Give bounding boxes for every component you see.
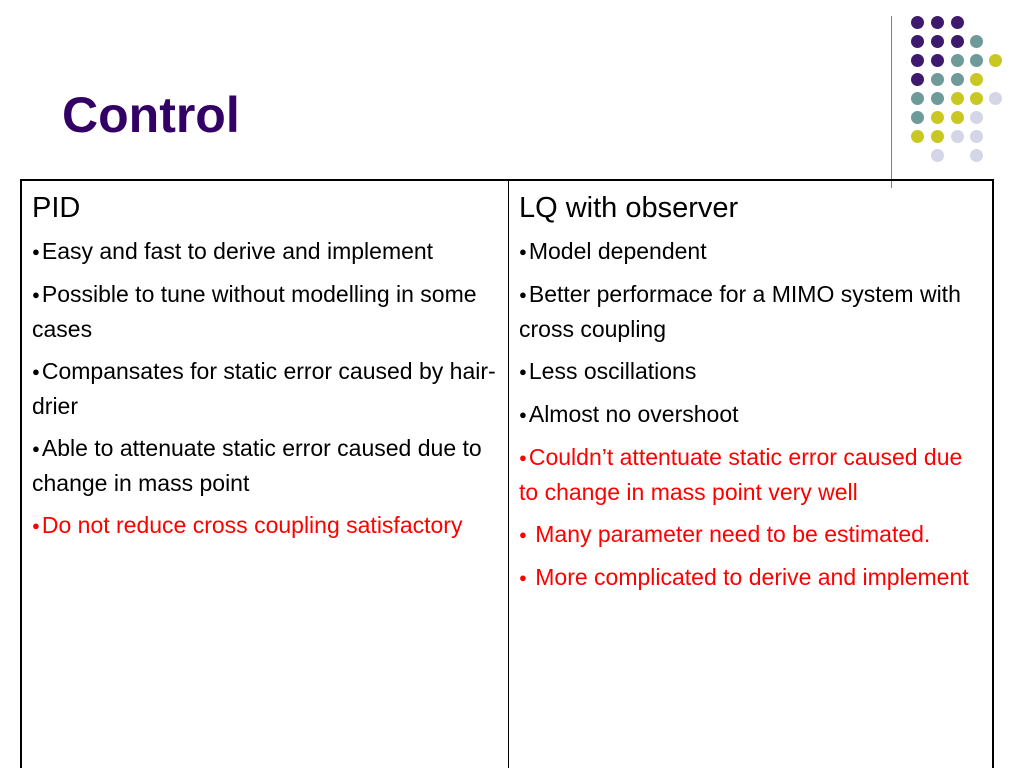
decorative-dot (911, 73, 924, 86)
decorative-dot (911, 54, 924, 67)
list-item (519, 234, 982, 269)
bullet-icon: ● (32, 363, 40, 379)
decorative-vertical-rule (891, 16, 892, 188)
list-item-text: Model dependent (528, 237, 707, 264)
bullet-icon: ● (519, 243, 527, 259)
decorative-dot (951, 54, 964, 67)
bullet-icon: ● (32, 243, 40, 259)
list-item-text: Able to attenuate static error caused due to change in mass point (32, 434, 482, 496)
decorative-dot (989, 54, 1002, 67)
decorative-dot (989, 92, 1002, 105)
decorative-dot (970, 73, 983, 86)
list-item-text: Easy and fast to derive and implement (41, 237, 434, 264)
bullet-icon: ● (519, 569, 527, 585)
decorative-dot (970, 130, 983, 143)
decorative-dot (951, 16, 964, 29)
table-column-lq-observer (509, 181, 992, 768)
list-item (519, 440, 982, 509)
bullet-icon: ● (519, 363, 527, 379)
slide-title: Control (62, 87, 240, 143)
list-item-text: Couldn’t attentuate static error caused due to change in mass point very well (519, 443, 963, 505)
decorative-dot (931, 149, 944, 162)
list-item-text: More complicated to derive and implement (528, 563, 969, 590)
decorative-dot (931, 130, 944, 143)
bullet-icon: ● (519, 286, 527, 302)
list-item (32, 508, 498, 543)
bullet-icon: ● (519, 526, 527, 542)
list-item-text: Possible to tune without modelling in some cases (32, 280, 477, 342)
decorative-dot (931, 16, 944, 29)
list-item (519, 397, 982, 432)
list-item (519, 560, 982, 595)
bullet-icon: ● (32, 286, 40, 302)
decorative-dot (951, 73, 964, 86)
decorative-dot (970, 92, 983, 105)
list-item (519, 517, 982, 552)
list-item (32, 354, 498, 423)
decorative-dot (911, 111, 924, 124)
column-header-pid: PID (32, 192, 81, 224)
list-item (32, 431, 498, 500)
list-item-text: Better performace for a MIMO system with cross coupling (519, 280, 961, 342)
decorative-dot (951, 35, 964, 48)
list-item-text: Almost no overshoot (528, 400, 739, 427)
list-item-text: Compansates for static error caused by hair-drier (32, 357, 496, 419)
list-item (519, 354, 982, 389)
decorative-dot (931, 35, 944, 48)
list-item (32, 234, 498, 269)
comparison-table (20, 179, 994, 768)
bullet-icon: ● (32, 440, 40, 456)
decorative-dot (931, 54, 944, 67)
column-header-lq-observer: LQ with observer (519, 192, 739, 224)
decorative-dot (970, 35, 983, 48)
table-column-pid (22, 181, 509, 768)
list-item (519, 277, 982, 346)
decorative-dot (931, 73, 944, 86)
bullet-icon: ● (32, 517, 40, 533)
decorative-dot (911, 16, 924, 29)
decorative-dot (931, 92, 944, 105)
bullet-icon: ● (519, 406, 527, 422)
decorative-dot (970, 149, 983, 162)
decorative-dot (970, 111, 983, 124)
decorative-dot (931, 111, 944, 124)
list-item (32, 277, 498, 346)
bullet-icon: ● (519, 449, 527, 465)
decorative-dot (911, 92, 924, 105)
decorative-dot (911, 130, 924, 143)
decorative-dot (911, 35, 924, 48)
list-item-text: Many parameter need to be estimated. (528, 520, 931, 547)
list-item-text: Less oscillations (528, 357, 697, 384)
decorative-dot (951, 111, 964, 124)
decorative-dot (970, 54, 983, 67)
list-item-text: Do not reduce cross coupling satisfactory (41, 511, 463, 538)
decorative-dot (951, 92, 964, 105)
decorative-dot (951, 130, 964, 143)
